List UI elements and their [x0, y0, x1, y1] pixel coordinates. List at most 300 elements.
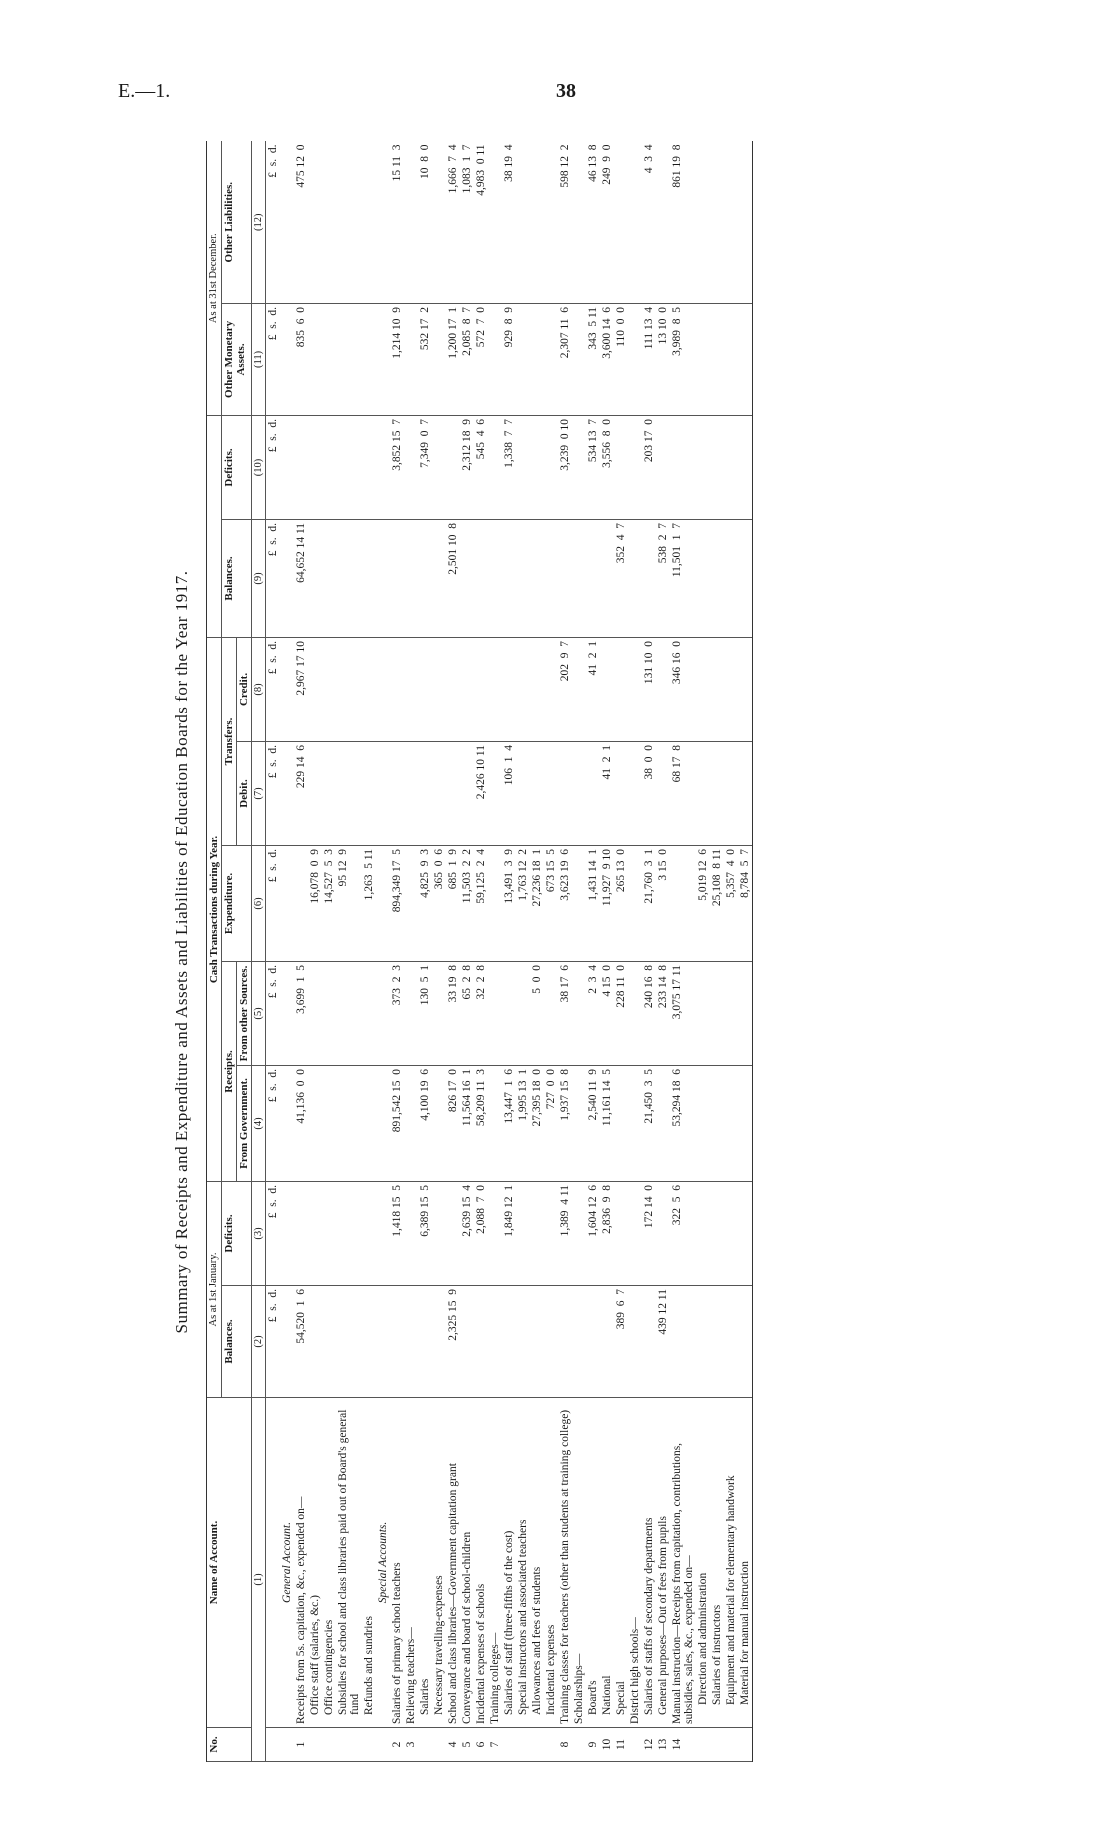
amount-cell — [308, 303, 322, 415]
amount-cell — [362, 415, 376, 519]
currency-unit: £ s. d. — [266, 637, 281, 741]
row-number: 5 — [460, 1728, 474, 1762]
amount-cell — [460, 741, 474, 845]
amount-cell — [488, 741, 502, 845]
amount-cell: 27,395 18 0 — [530, 1065, 544, 1181]
amount-cell: 3 15 0 — [656, 845, 670, 961]
currency-unit: £ s. d. — [266, 141, 281, 303]
row-number — [696, 1728, 710, 1762]
amount-cell — [572, 637, 586, 741]
amount-cell — [572, 141, 586, 303]
amount-cell: 41 2 1 — [600, 741, 614, 845]
header-receipts: Receipts. — [222, 961, 237, 1181]
amount-cell — [308, 741, 322, 845]
amount-cell — [572, 845, 586, 961]
table-row — [308, 141, 322, 1761]
amount-cell — [432, 961, 446, 1065]
amount-cell: 1,763 12 2 — [516, 845, 530, 961]
amount-cell — [696, 519, 710, 637]
amount-cell: 3,699 1 5 — [294, 961, 308, 1065]
amount-cell — [628, 1286, 642, 1398]
amount-cell: 3,075 17 11 — [670, 961, 696, 1065]
row-number: 10 — [600, 1728, 614, 1762]
amount-cell: 373 2 3 — [390, 961, 404, 1065]
amount-cell — [362, 141, 376, 303]
amount-cell: 5 0 0 — [530, 961, 544, 1065]
amount-cell — [738, 141, 753, 303]
row-number: 11 — [614, 1728, 628, 1762]
currency-unit: £ s. d. — [266, 1181, 281, 1285]
amount-cell — [628, 1181, 642, 1285]
amount-cell: 240 16 8 — [642, 961, 656, 1065]
column-number-row — [252, 141, 266, 1761]
amount-cell — [530, 519, 544, 637]
table-row — [656, 141, 670, 1761]
amount-cell: 131 10 0 — [642, 637, 656, 741]
column-number: (2) — [252, 1286, 266, 1398]
amount-cell — [738, 1181, 753, 1285]
table-row — [390, 141, 404, 1761]
amount-cell — [696, 961, 710, 1065]
amount-cell: 2,312 18 9 — [460, 415, 474, 519]
amount-cell: 2,426 10 11 — [474, 741, 488, 845]
amount-cell — [544, 519, 558, 637]
amount-cell — [390, 1286, 404, 1398]
amount-cell: 53,294 18 6 — [670, 1065, 696, 1181]
table-row — [572, 141, 586, 1761]
amount-cell — [418, 637, 432, 741]
amount-cell — [322, 741, 336, 845]
table-row — [418, 141, 432, 1761]
amount-cell — [544, 637, 558, 741]
amount-cell: 4,825 9 3 — [418, 845, 432, 961]
amount-cell: 1,263 5 11 — [362, 845, 376, 961]
amount-cell — [614, 1181, 628, 1285]
amount-cell — [656, 741, 670, 845]
amount-cell: 4 15 0 — [600, 961, 614, 1065]
amount-cell — [696, 141, 710, 303]
amount-cell — [404, 637, 418, 741]
amount-cell — [628, 519, 642, 637]
row-number: 1 — [294, 1728, 308, 1762]
amount-cell — [738, 637, 753, 741]
page-number: 38 — [556, 80, 576, 102]
amount-cell: 14,527 5 3 — [322, 845, 336, 961]
amount-cell: 1,995 13 1 — [516, 1065, 530, 1181]
account-name: Manual instruction—Receipts from capitation, contributions, subsidies, sales, &c., expended on— — [670, 1398, 696, 1728]
amount-cell — [404, 415, 418, 519]
amount-cell: 229 14 6 — [294, 741, 308, 845]
amount-cell — [488, 141, 502, 303]
header-col-6: Expenditure. — [222, 845, 252, 961]
amount-cell — [460, 637, 474, 741]
amount-cell — [322, 961, 336, 1065]
section-row — [376, 141, 390, 1761]
amount-cell: 5,357 4 0 — [724, 845, 738, 961]
account-name: Direction and administration — [696, 1398, 710, 1728]
amount-cell: 4,983 0 11 — [474, 141, 488, 303]
amount-cell — [336, 637, 362, 741]
account-name: National — [600, 1398, 614, 1728]
row-number: 7 — [488, 1728, 502, 1762]
amount-cell — [446, 415, 460, 519]
amount-cell: 11,501 1 7 — [670, 519, 696, 637]
amount-cell — [336, 519, 362, 637]
amount-cell: 5,019 12 6 — [696, 845, 710, 961]
header-col-12: Other Liabilities. — [222, 141, 252, 303]
row-number — [738, 1728, 753, 1762]
amount-cell: 2,639 15 4 — [460, 1181, 474, 1285]
currency-unit: £ s. d. — [266, 519, 281, 637]
amount-cell — [530, 141, 544, 303]
header-transfers: Transfers. — [222, 637, 237, 845]
amount-cell: 727 0 0 — [544, 1065, 558, 1181]
amount-cell: 894,349 17 5 — [390, 845, 404, 961]
amount-cell — [724, 1286, 738, 1398]
amount-cell — [614, 415, 628, 519]
account-name: Salaries of staff (three-fifths of the cost) — [502, 1398, 516, 1728]
header-name: Name of Account. — [207, 1398, 252, 1728]
amount-cell — [586, 741, 600, 845]
amount-cell: 2,540 11 9 — [586, 1065, 600, 1181]
table-row — [294, 141, 308, 1761]
account-name: Receipts from 5s. capitation, &c., expended on— — [294, 1398, 308, 1728]
amount-cell: 21,450 3 5 — [642, 1065, 656, 1181]
amount-cell — [738, 961, 753, 1065]
amount-cell: 15 11 3 — [390, 141, 404, 303]
amount-cell — [710, 303, 724, 415]
amount-cell — [516, 741, 530, 845]
amount-cell — [696, 637, 710, 741]
amount-cell: 2,325 15 9 — [446, 1286, 460, 1398]
amount-cell: 65 2 8 — [460, 961, 474, 1065]
amount-cell: 598 12 2 — [558, 141, 572, 303]
amount-cell — [586, 1286, 600, 1398]
table-row — [446, 141, 460, 1761]
column-number: (11) — [252, 303, 266, 415]
table-row — [432, 141, 446, 1761]
amount-cell — [724, 961, 738, 1065]
amount-cell — [724, 1065, 738, 1181]
account-name: Office staff (salaries, &c.) — [308, 1398, 322, 1728]
amount-cell — [544, 1286, 558, 1398]
amount-cell — [336, 415, 362, 519]
amount-cell: 111 13 4 — [642, 303, 656, 415]
table-row — [696, 141, 710, 1761]
amount-cell — [432, 415, 446, 519]
column-number: (3) — [252, 1181, 266, 1285]
amount-cell — [502, 1286, 516, 1398]
amount-cell — [544, 1181, 558, 1285]
amount-cell — [308, 519, 322, 637]
amount-cell — [724, 519, 738, 637]
amount-cell — [322, 415, 336, 519]
amount-cell: 95 12 9 — [336, 845, 362, 961]
amount-cell — [362, 519, 376, 637]
account-name: Special instructors and associated teachers — [516, 1398, 530, 1728]
amount-cell — [544, 415, 558, 519]
amount-cell — [432, 637, 446, 741]
header-col-7: Debit. — [237, 741, 252, 845]
amount-cell: 33 19 8 — [446, 961, 460, 1065]
account-name: Salaries — [418, 1398, 432, 1728]
amount-cell — [404, 1286, 418, 1398]
amount-cell — [710, 1065, 724, 1181]
column-number: (1) — [252, 1398, 266, 1762]
amount-cell: 13,447 1 6 — [502, 1065, 516, 1181]
amount-cell — [362, 1286, 376, 1398]
amount-cell: 352 4 7 — [614, 519, 628, 637]
amount-cell: 41 2 1 — [586, 637, 600, 741]
column-number: (9) — [252, 519, 266, 637]
currency-unit: £ s. d. — [266, 741, 281, 845]
amount-cell: 3,623 19 6 — [558, 845, 572, 961]
column-number: (7) — [252, 741, 266, 845]
amount-cell — [418, 519, 432, 637]
row-number — [530, 1728, 544, 1762]
amount-cell — [446, 741, 460, 845]
amount-cell — [530, 303, 544, 415]
amount-cell — [572, 1065, 586, 1181]
table-row — [600, 141, 614, 1761]
summary-table — [206, 141, 753, 1762]
table-row — [738, 141, 753, 1761]
amount-cell — [516, 303, 530, 415]
header-jan: As at 1st January. — [207, 1181, 222, 1397]
amount-cell: 343 5 11 — [586, 303, 600, 415]
account-name: Necessary travelling-expenses — [432, 1398, 446, 1728]
amount-cell — [710, 519, 724, 637]
amount-cell: 1,418 15 5 — [390, 1181, 404, 1285]
amount-cell — [516, 961, 530, 1065]
amount-cell — [432, 1181, 446, 1285]
amount-cell: 11,503 2 2 — [460, 845, 474, 961]
amount-cell — [670, 845, 696, 961]
amount-cell — [516, 415, 530, 519]
amount-cell: 38 17 6 — [558, 961, 572, 1065]
amount-cell — [460, 1286, 474, 1398]
table-row — [488, 141, 502, 1761]
account-name: Refunds and sundries — [362, 1398, 376, 1728]
amount-cell — [572, 961, 586, 1065]
amount-cell: 172 14 0 — [642, 1181, 656, 1285]
amount-cell — [488, 1065, 502, 1181]
table-row — [362, 141, 376, 1761]
account-name: Training colleges— — [488, 1398, 502, 1728]
amount-cell — [294, 845, 308, 961]
amount-cell: 11,564 16 1 — [460, 1065, 474, 1181]
amount-cell — [710, 415, 724, 519]
amount-cell — [446, 1181, 460, 1285]
row-number: 2 — [390, 1728, 404, 1762]
amount-cell — [696, 1181, 710, 1285]
amount-cell: 54,520 1 6 — [294, 1286, 308, 1398]
amount-cell — [390, 741, 404, 845]
account-name: Office contingencies — [322, 1398, 336, 1728]
amount-cell — [362, 741, 376, 845]
account-name: Salaries of primary school teachers — [390, 1398, 404, 1728]
amount-cell — [558, 1286, 572, 1398]
amount-cell — [724, 141, 738, 303]
amount-cell — [710, 961, 724, 1065]
amount-cell: 1,666 7 4 — [446, 141, 460, 303]
amount-cell — [362, 1065, 376, 1181]
amount-cell: 203 17 0 — [642, 415, 656, 519]
amount-cell — [544, 961, 558, 1065]
amount-cell — [558, 519, 572, 637]
amount-cell — [432, 141, 446, 303]
amount-cell: 2,967 17 10 — [294, 637, 308, 741]
amount-cell — [516, 637, 530, 741]
amount-cell — [432, 1286, 446, 1398]
amount-cell: 1,849 12 1 — [502, 1181, 516, 1285]
amount-cell: 1,338 7 7 — [502, 415, 516, 519]
amount-cell: 25,108 8 11 — [710, 845, 724, 961]
column-number: (8) — [252, 637, 266, 741]
amount-cell: 534 13 7 — [586, 415, 600, 519]
amount-cell: 38 19 4 — [502, 141, 516, 303]
account-name: Incidental expenses of schools — [474, 1398, 488, 1728]
amount-cell: 545 4 6 — [474, 415, 488, 519]
amount-cell: 3,989 8 5 — [670, 303, 696, 415]
amount-cell — [516, 519, 530, 637]
amount-cell: 3,600 14 6 — [600, 303, 614, 415]
table-row — [544, 141, 558, 1761]
amount-cell — [710, 637, 724, 741]
amount-cell: 673 15 5 — [544, 845, 558, 961]
row-number: 3 — [404, 1728, 418, 1762]
amount-cell — [642, 1286, 656, 1398]
amount-cell — [572, 303, 586, 415]
amount-cell — [724, 303, 738, 415]
header-col-8: Credit. — [237, 637, 252, 741]
row-number: 13 — [656, 1728, 670, 1762]
amount-cell — [696, 303, 710, 415]
header-col-10: Deficits. — [222, 415, 252, 519]
amount-cell — [696, 1065, 710, 1181]
row-number: 14 — [670, 1728, 696, 1762]
amount-cell: 11,161 14 5 — [600, 1065, 614, 1181]
amount-cell: 1,214 10 9 — [390, 303, 404, 415]
amount-cell: 1,389 4 11 — [558, 1181, 572, 1285]
amount-cell — [670, 415, 696, 519]
amount-cell — [696, 741, 710, 845]
amount-cell: 439 12 11 — [656, 1286, 670, 1398]
amount-cell: 265 13 0 — [614, 845, 628, 961]
amount-cell — [488, 303, 502, 415]
amount-cell — [322, 1065, 336, 1181]
amount-cell: 861 19 8 — [670, 141, 696, 303]
row-number — [516, 1728, 530, 1762]
amount-cell — [614, 1065, 628, 1181]
account-name: General purposes—Out of fees from pupils — [656, 1398, 670, 1728]
amount-cell: 8,784 5 7 — [738, 845, 753, 961]
amount-cell — [390, 519, 404, 637]
amount-cell: 46 13 8 — [586, 141, 600, 303]
amount-cell — [738, 1065, 753, 1181]
table-row — [724, 141, 738, 1761]
table-row — [670, 141, 696, 1761]
amount-cell: 27,236 18 1 — [530, 845, 544, 961]
amount-cell: 110 0 0 — [614, 303, 628, 415]
row-number — [418, 1728, 432, 1762]
amount-cell — [308, 415, 322, 519]
amount-cell: 202 9 7 — [558, 637, 572, 741]
amount-cell — [628, 415, 642, 519]
table-row — [516, 141, 530, 1761]
amount-cell — [488, 1181, 502, 1285]
account-name: Relieving teachers— — [404, 1398, 418, 1728]
amount-cell — [530, 637, 544, 741]
amount-cell — [362, 303, 376, 415]
column-number: (10) — [252, 415, 266, 519]
amount-cell — [432, 303, 446, 415]
amount-cell — [724, 1181, 738, 1285]
amount-cell — [404, 1065, 418, 1181]
amount-cell — [614, 141, 628, 303]
amount-cell: 249 9 0 — [600, 141, 614, 303]
amount-cell — [586, 519, 600, 637]
amount-cell: 59,125 2 4 — [474, 845, 488, 961]
amount-cell — [530, 741, 544, 845]
amount-cell: 1,083 1 7 — [460, 141, 474, 303]
amount-cell — [738, 303, 753, 415]
account-name: Incidental expenses — [544, 1398, 558, 1728]
amount-cell — [502, 519, 516, 637]
column-number: (4) — [252, 1065, 266, 1181]
row-number — [362, 1728, 376, 1762]
amount-cell — [446, 637, 460, 741]
amount-cell — [738, 1286, 753, 1398]
amount-cell: 2,836 9 8 — [600, 1181, 614, 1285]
rotated-table-page — [172, 142, 1052, 1762]
amount-cell — [530, 1286, 544, 1398]
amount-cell — [336, 741, 362, 845]
amount-cell — [530, 1181, 544, 1285]
amount-cell — [530, 415, 544, 519]
amount-cell — [628, 141, 642, 303]
row-number — [572, 1728, 586, 1762]
amount-cell — [404, 741, 418, 845]
amount-cell: 58,209 11 3 — [474, 1065, 488, 1181]
account-name: School and class libraries—Government capitation grant — [446, 1398, 460, 1728]
column-number: (6) — [252, 845, 266, 961]
currency-unit: £ s. d. — [266, 1286, 281, 1398]
amount-cell: 13,491 3 9 — [502, 845, 516, 961]
amount-cell — [656, 1065, 670, 1181]
account-name: Equipment and material for elementary handwork — [724, 1398, 738, 1728]
amount-cell — [488, 415, 502, 519]
account-name: Special — [614, 1398, 628, 1728]
amount-cell — [294, 415, 308, 519]
amount-cell: 21,760 3 1 — [642, 845, 656, 961]
amount-cell: 1,431 14 1 — [586, 845, 600, 961]
account-name: Board's — [586, 1398, 600, 1728]
table-row — [336, 141, 362, 1761]
amount-cell — [502, 961, 516, 1065]
amount-cell — [336, 961, 362, 1065]
amount-cell — [404, 1181, 418, 1285]
header-col-5: From other Sources. — [237, 961, 252, 1065]
account-name: Allowances and fees of students — [530, 1398, 544, 1728]
amount-cell — [600, 1286, 614, 1398]
amount-cell — [474, 519, 488, 637]
table-row — [474, 141, 488, 1761]
row-number — [502, 1728, 516, 1762]
table-title: Summary of Receipts and Expenditure and Assets and Liabilities of Education Boards for the Year 1917. — [172, 570, 191, 1334]
amount-cell: 228 11 0 — [614, 961, 628, 1065]
account-name: Material for manual instruction — [738, 1398, 753, 1728]
